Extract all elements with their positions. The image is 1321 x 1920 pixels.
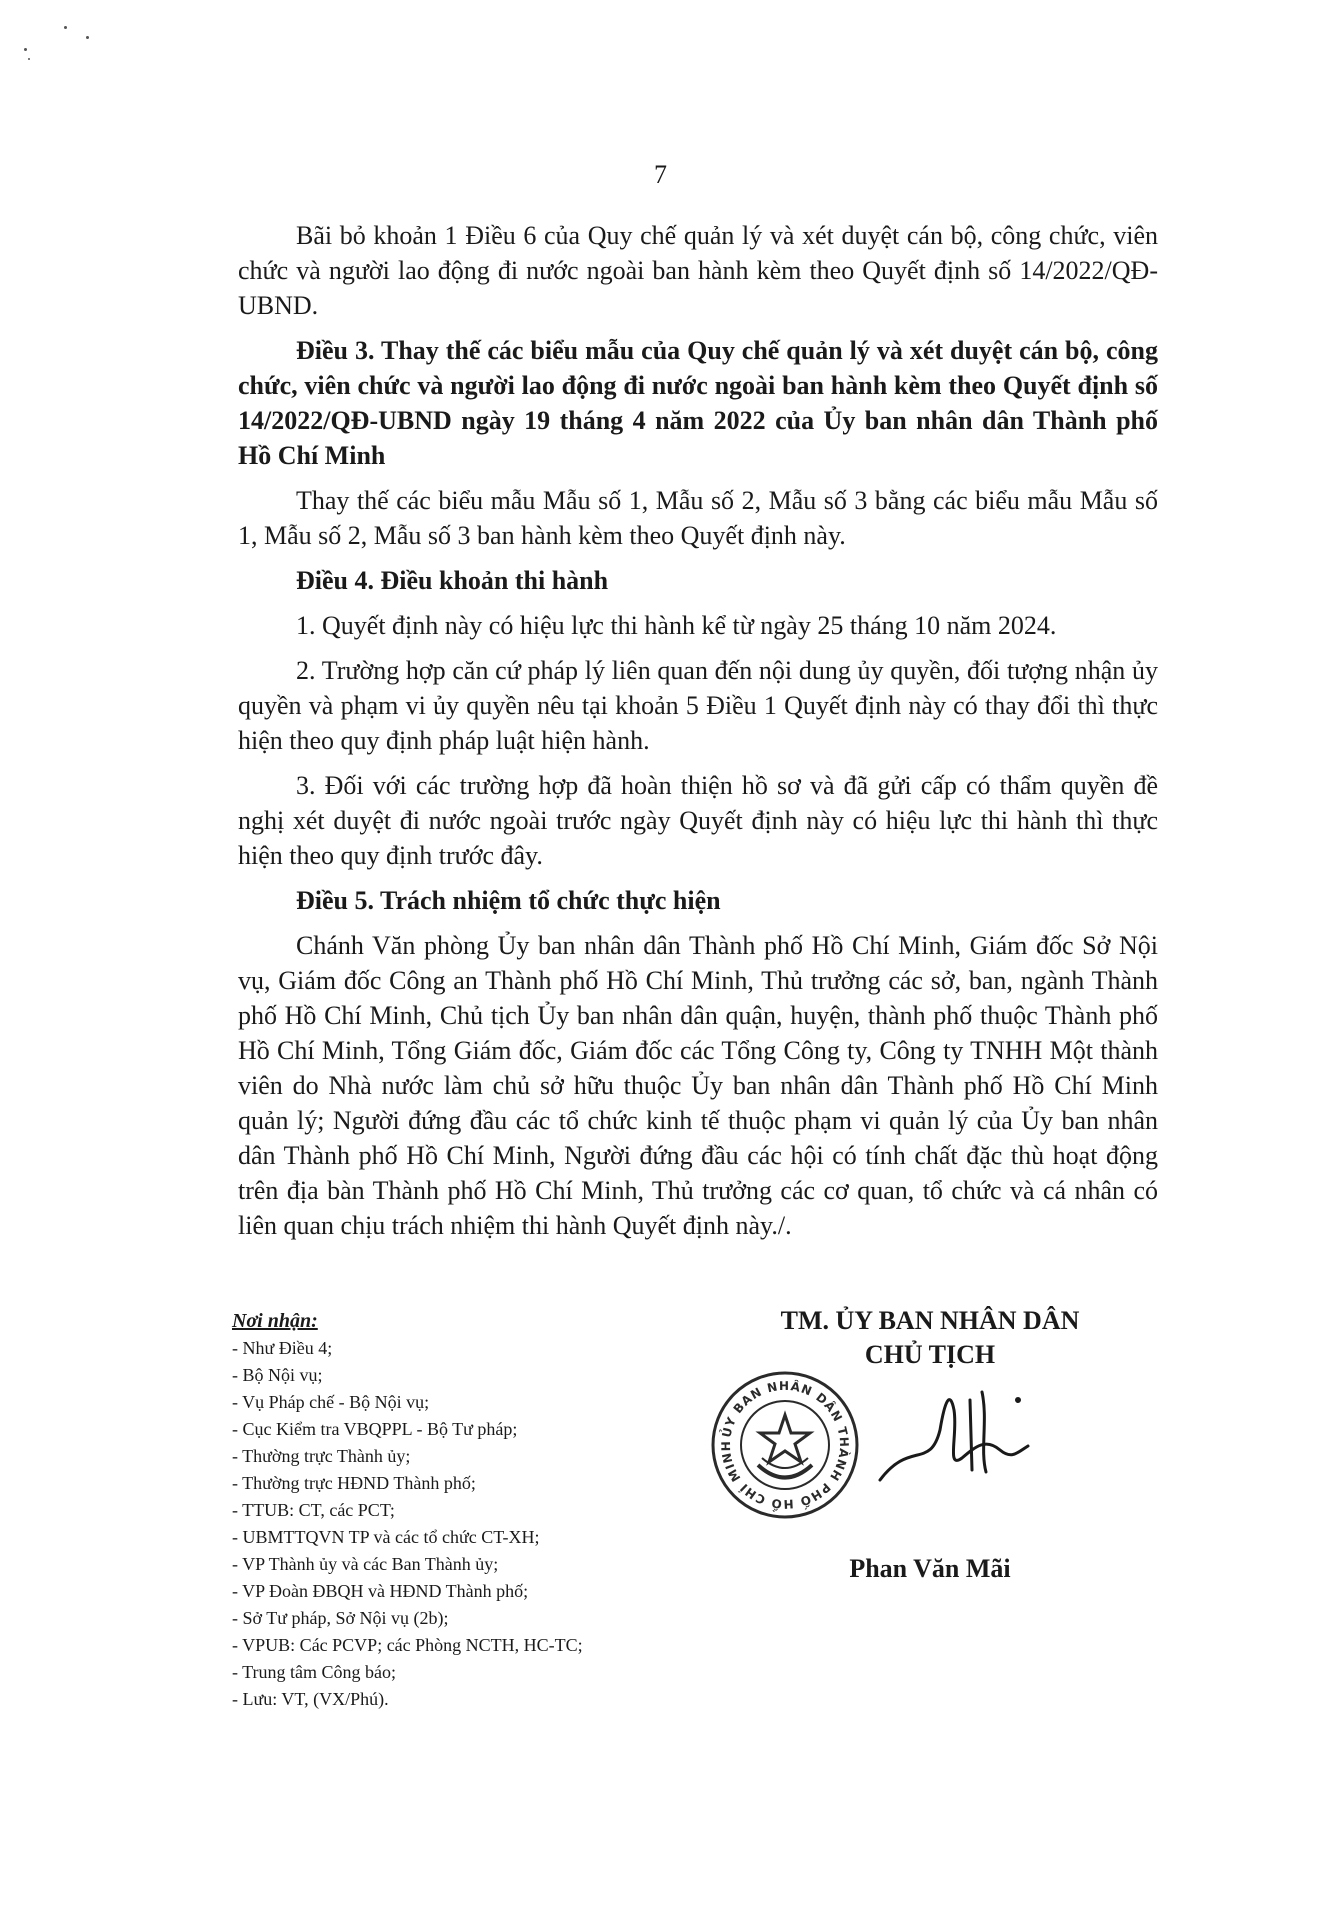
body-paragraph: Chánh Văn phòng Ủy ban nhân dân Thành phố Hồ Chí Minh, Giám đốc Sở Nội vụ, Giám đốc Công an Thành phố Hồ Chí Minh, Thủ trưởng các sở, ban, ngành Thành phố Hồ Chí Minh, Chủ tịch Ủy ban nhân dân quận, huyện, thành phố thuộc Thành phố Hồ Chí Minh, Tổng Giám đốc, Giám đốc các Tổng Công ty, Công ty TNHH Một thành viên do Nhà nước làm chủ sở hữu thuộc Ủy ban nhân dân Thành phố Hồ Chí Minh quản lý; Người đứng đầu các tổ chức kinh tế thuộc phạm vi quản lý của Ủy ban nhân dân Thành phố Hồ Chí Minh, Người đứng đầu các hội có tính chất đặc thù hoạt động trên địa bàn Thành phố Hồ Chí Minh, Thủ trưởng các cơ quan, tổ chức và cá nhân có liên quan chịu trách nhiệm thi hành Quyết định này./. [238,931,1158,1240]
recipients-list [232,1335,792,1713]
document-body [238,218,1158,1253]
scan-speck [64,26,67,29]
recipient-item: - VPUB: Các PCVP; các Phòng NCTH, HC-TC; [232,1635,583,1655]
scan-speck [28,58,30,60]
page-number: 7 [654,160,667,189]
recipient-item: - Cục Kiểm tra VBQPPL - Bộ Tư pháp; [232,1419,518,1439]
body-paragraph: 1. Quyết định này có hiệu lực thi hành kể từ ngày 25 tháng 10 năm 2024. [296,611,1057,640]
svg-text:ỦY BAN NHÂN DÂN THÀNH PHỐ HỒ C: ỦY BAN NHÂN DÂN THÀNH PHỐ HỒ CHÍ MINH [718,1378,852,1512]
body-paragraph: 3. Đối với các trường hợp đã hoàn thiện hồ sơ và đã gửi cấp có thẩm quyền đề nghị xét duyệt đi nước ngoài trước ngày Quyết định này có hiệu lực thi hành thì thực hiện theo quy định trước đây. [238,771,1158,870]
recipient-item: - Thường trực Thành ủy; [232,1446,411,1466]
recipients-title: Nơi nhận: [232,1310,318,1332]
recipient-item: - Như Điều 4; [232,1338,333,1358]
signature-role: CHỦ TỊCH [864,1340,996,1369]
scan-speck [86,36,89,39]
recipient-item: - Thường trực HĐND Thành phố; [232,1473,476,1493]
official-seal-icon [710,1370,860,1520]
recipient-item: - Lưu: VT, (VX/Phú). [232,1689,389,1709]
article-heading: Điều 5. Trách nhiệm tổ chức thực hiện [296,886,721,915]
body-paragraph: Thay thế các biểu mẫu Mẫu số 1, Mẫu số 2, Mẫu số 3 bằng các biểu mẫu Mẫu số 1, Mẫu số 2, Mẫu số 3 ban hành kèm theo Quyết định này. [238,486,1158,550]
signer-name: Phan Văn Mãi [849,1554,1011,1583]
recipient-item: - Bộ Nội vụ; [232,1365,323,1385]
signature-org: TM. ỦY BAN NHÂN DÂN [780,1306,1080,1335]
handwritten-signature-icon [850,1380,1050,1500]
recipient-item: - TTUB: CT, các PCT; [232,1500,395,1520]
recipient-item: - Trung tâm Công báo; [232,1662,397,1682]
recipient-item: - Vụ Pháp chế - Bộ Nội vụ; [232,1392,430,1412]
article-heading: Điều 4. Điều khoản thi hành [296,566,609,595]
scan-speck [24,48,27,51]
recipient-item: - VP Đoàn ĐBQH và HĐND Thành phố; [232,1581,529,1601]
recipient-item: - VP Thành ủy và các Ban Thành ủy; [232,1554,499,1574]
body-paragraph: Bãi bỏ khoản 1 Điều 6 của Quy chế quản lý và xét duyệt cán bộ, công chức, viên chức và người lao động đi nước ngoài ban hành kèm theo Quyết định số 14/2022/QĐ-UBND. [238,221,1158,320]
recipient-item: - Sở Tư pháp, Sở Nội vụ (2b); [232,1608,449,1628]
recipient-item: - UBMTTQVN TP và các tổ chức CT-XH; [232,1527,540,1547]
article-heading: Điều 3. Thay thế các biểu mẫu của Quy chế quản lý và xét duyệt cán bộ, công chức, viên chức và người lao động đi nước ngoài ban hành kèm theo Quyết định số 14/2022/QĐ-UBND ngày 19 tháng 4 năm 2022 của Ủy ban nhân dân Thành phố Hồ Chí Minh [238,336,1158,470]
body-paragraph: 2. Trường hợp căn cứ pháp lý liên quan đến nội dung ủy quyền, đối tượng nhận ủy quyền và phạm vi ủy quyền nêu tại khoản 5 Điều 1 Quyết định này có thay đổi thì thực hiện theo quy định pháp luật hiện hành. [238,656,1158,755]
